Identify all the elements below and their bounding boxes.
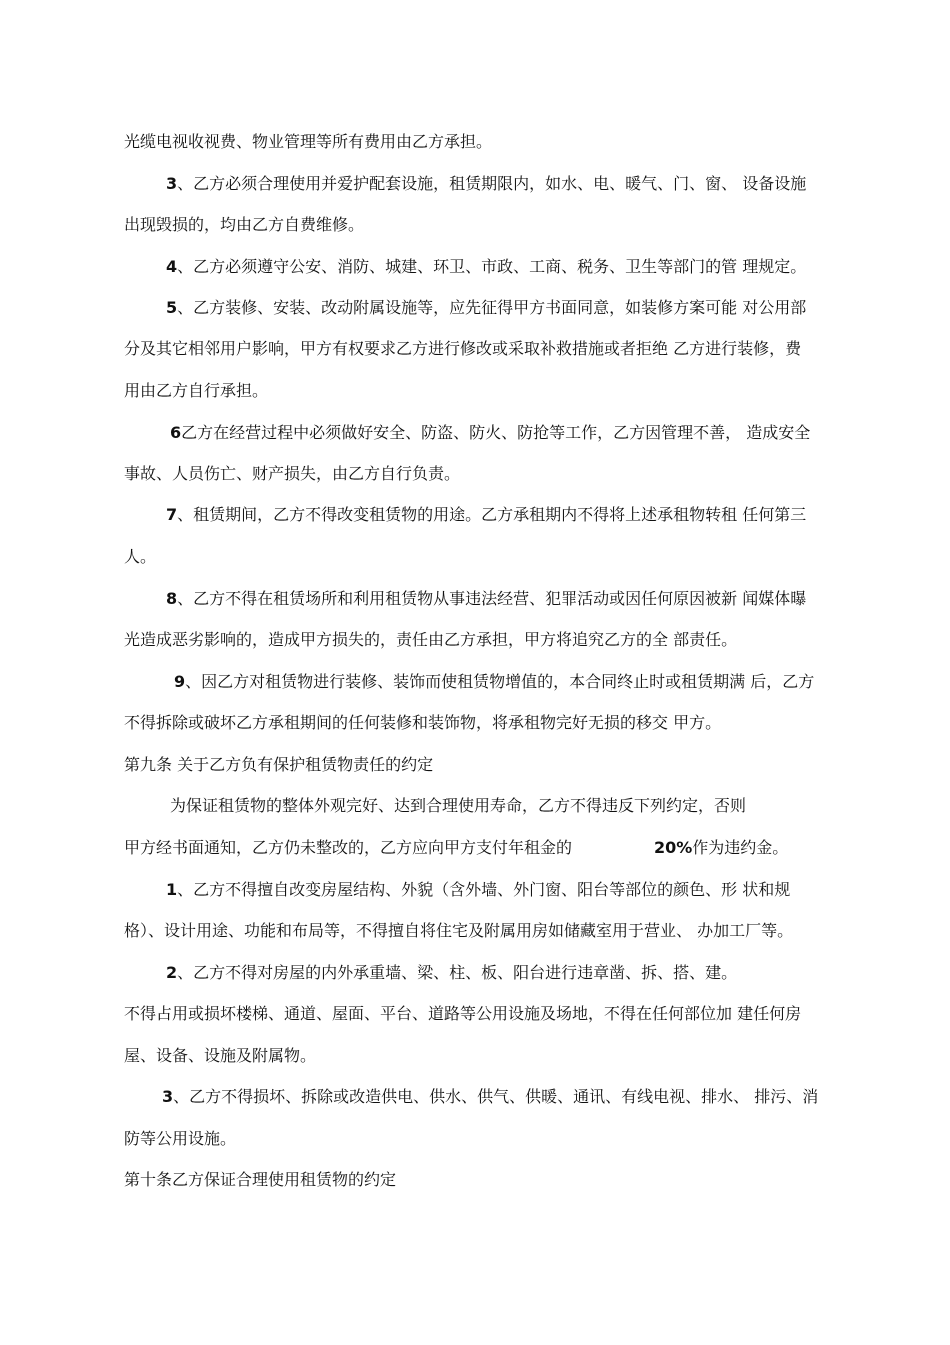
text-line: 3、乙方不得损坏、拆除或改造供电、供水、供气、供暖、通讯、有线电视、排水、 排污、消	[162, 1087, 819, 1106]
text-line: 2、乙方不得对房屋的内外承重墙、梁、柱、板、阳台进行违章凿、拆、搭、建。	[166, 963, 738, 982]
section-heading-9: 第九条 关于乙方负有保护租赁物责任的约定	[124, 755, 434, 774]
text-line: 甲方经书面通知，乙方仍未整改的，乙方应向甲方支付年租金的	[124, 838, 573, 857]
text-line: 不得占用或损坏楼梯、通道、屋面、平台、道路等公用设施及场地，不得在任何部位加 建任何房	[124, 1004, 802, 1023]
item-number: 3	[166, 174, 178, 193]
item-number: 9	[174, 672, 186, 691]
item-number: 4	[166, 257, 178, 276]
text-line: 9、因乙方对租赁物进行装修、装饰而使租赁物增值的，本合同终止时或租赁期满 后，乙方	[174, 672, 815, 691]
item-number: 6	[170, 423, 182, 442]
item-number: 8	[166, 589, 178, 608]
section-heading-10: 第十条乙方保证合理使用租赁物的约定	[124, 1170, 397, 1189]
item-number: 1	[166, 880, 178, 899]
text-line: 8、乙方不得在租赁场所和利用租赁物从事违法经营、犯罪活动或因任何原因被新 闻媒体曝	[166, 589, 807, 608]
item-number: 2	[166, 963, 178, 982]
text-line: 屋、设备、设施及附属物。	[124, 1046, 317, 1065]
text-line: 3、乙方必须合理使用并爱护配套设施，租赁期限内，如水、电、暖气、门、窗、 设备设施	[166, 174, 807, 193]
penalty-rate: 20%作为违约金。	[654, 838, 789, 857]
text-line: 人。	[124, 547, 157, 566]
text-line: 4、乙方必须遵守公安、消防、城建、环卫、市政、工商、税务、卫生等部门的管 理规定。	[166, 257, 807, 276]
text-line: 分及其它相邻用户影响，甲方有权要求乙方进行修改或采取补救措施或者拒绝 乙方进行装修，费	[124, 339, 802, 358]
item-number: 3	[162, 1087, 174, 1106]
item-number: 7	[166, 505, 178, 524]
text-line: 用由乙方自行承担。	[124, 381, 269, 400]
text-line: 防等公用设施。	[124, 1129, 237, 1148]
text-line: 光缆电视收视费、物业管理等所有费用由乙方承担。	[124, 132, 493, 151]
text-line: 事故、人员伤亡、财产损失，由乙方自行负责。	[124, 464, 461, 483]
text-line: 6乙方在经营过程中必须做好安全、防盗、防火、防抢等工作，乙方因管理不善， 造成安全	[170, 423, 811, 442]
text-line: 为保证租赁物的整体外观完好、达到合理使用寿命，乙方不得违反下列约定，否则	[170, 796, 747, 815]
text-line: 光造成恶劣影响的，造成甲方损失的，责任由乙方承担，甲方将追究乙方的全 部责任。	[124, 630, 738, 649]
text-line: 不得拆除或破坏乙方承租期间的任何装修和装饰物，将承租物完好无损的移交 甲方。	[124, 713, 722, 732]
text-line: 5、乙方装修、安装、改动附属设施等，应先征得甲方书面同意，如装修方案可能 对公用部	[166, 298, 807, 317]
item-number: 20%	[654, 838, 693, 857]
text-line: 格）、设计用途、功能和布局等，不得擅自将住宅及附属用房如储藏室用于营业、 办加工厂等。	[124, 921, 794, 940]
text-line: 出现毁损的，均由乙方自费维修。	[124, 215, 365, 234]
text-line: 7、租赁期间，乙方不得改变租赁物的用途。乙方承租期内不得将上述承租物转租 任何第三	[166, 505, 807, 524]
text-line: 1、乙方不得擅自改变房屋结构、外貌（含外墙、外门窗、阳台等部位的颜色、形 状和规	[166, 880, 791, 899]
item-number: 5	[166, 298, 178, 317]
